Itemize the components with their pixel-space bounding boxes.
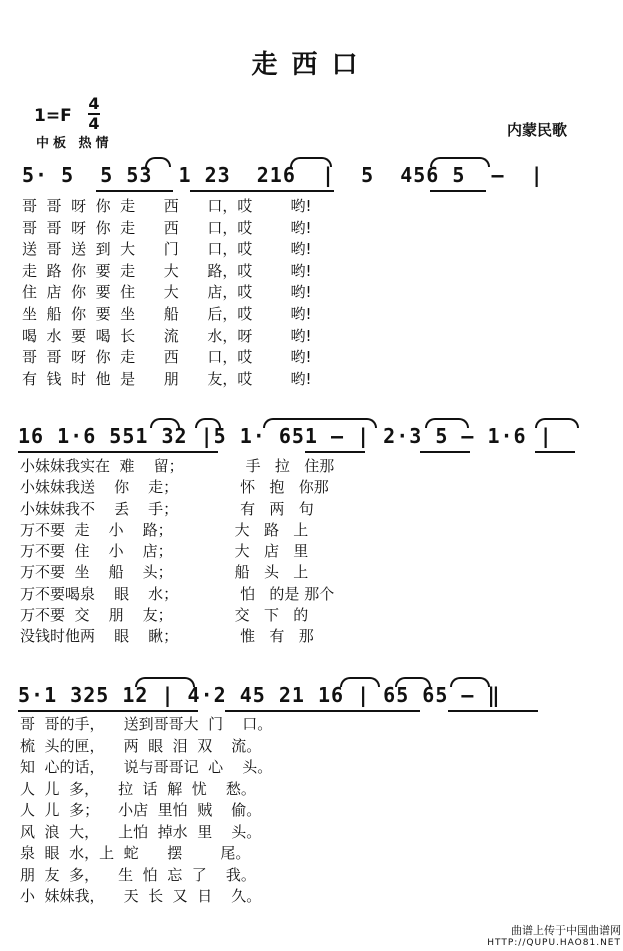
key-signature: 1=F [34, 106, 72, 126]
footer-site-name: 曲谱上传于中国曲谱网 [511, 924, 621, 937]
slur [450, 677, 490, 687]
underline-beam [18, 710, 198, 712]
lyric-row: 没钱时他两 眼 瞅； 惟 有 那 [20, 627, 314, 646]
song-origin: 内蒙民歌 [507, 121, 568, 139]
lyric-row: 人 儿 多， 拉 话 解 忧 愁。 [20, 779, 256, 798]
slur [425, 418, 469, 428]
slur [263, 418, 377, 428]
lyric-row: 万不要 走 小 路； 大 路 上 [20, 520, 309, 539]
slur [195, 418, 221, 428]
lyrics-block-1 [22, 196, 312, 390]
slur [340, 677, 380, 687]
lyric-row: 有 钱 时 他 是 朋 友，哎 哟! [22, 369, 312, 388]
lyric-row: 小妹妹我不 丢 手； 有 两 句 [20, 499, 314, 518]
song-title: 走西口 [251, 50, 372, 80]
lyric-row: 送 哥 送 到 大 门 口，哎 哟! [22, 240, 312, 259]
lyric-row: 梳 头的匣， 两 眼 泪 双 流。 [20, 736, 262, 755]
slur [290, 157, 332, 167]
lyric-row: 泉 眼 水，上 蛇 摆 尾。 [20, 844, 251, 862]
lyric-row: 朋 友 多， 生 怕 忘 了 我。 [20, 865, 256, 884]
lyric-row: 小妹妹我送 你 走； 怀 抱 你那 [20, 478, 329, 497]
underline-beam [448, 710, 538, 712]
lyric-row: 哥 哥 呀 你 走 西 口，哎 哟! [22, 218, 312, 237]
slur [145, 157, 171, 167]
meter-bottom: 4 [88, 114, 100, 133]
lyric-row: 哥 哥的手， 送到哥哥大 门 口。 [20, 715, 273, 733]
notation-line-3: 5·1 325 12 | 4·2 45 21 16 | 65 65 – ‖ [18, 683, 501, 707]
lyrics-block-3 [20, 714, 272, 908]
notation-line-2: 16 1·6 551 32 |5 1· 651 – | 2·3 5 – 1·6 | [18, 424, 553, 448]
watermark-footer [487, 925, 621, 949]
lyric-row: 万不要 住 小 店； 大 店 里 [20, 542, 309, 561]
underline-beam [430, 190, 486, 192]
footer-url: HTTP://QUPU.HAO81.NET [487, 938, 621, 948]
underline-beam [18, 451, 218, 453]
lyric-row: 万不要喝泉 眼 水； 怕 的是 那个 [20, 584, 335, 603]
lyric-row: 万不要 坐 船 头； 船 头 上 [20, 563, 309, 582]
time-signature [88, 96, 100, 132]
slur [535, 418, 579, 428]
lyric-row: 万不要 交 朋 友； 交 下 的 [20, 606, 309, 625]
lyric-row: 喝 水 要 喝 长 流 水，呀 哟! [22, 326, 312, 345]
slur [150, 418, 180, 428]
underline-beam [420, 451, 470, 453]
slur [395, 677, 431, 687]
underline-beam [190, 190, 334, 192]
lyric-row: 哥 哥 呀 你 走 西 口，哎 哟! [22, 348, 312, 367]
slur [135, 677, 195, 687]
tempo-marking: 中板 热情 [36, 136, 113, 151]
lyrics-block-2 [20, 456, 334, 648]
lyric-row: 哥 哥 呀 你 走 西 口，哎 哟! [22, 197, 312, 215]
lyric-row: 风 浪 大， 上怕 掉水 里 头。 [20, 822, 262, 841]
lyric-row: 坐 船 你 要 坐 船 后，哎 哟! [22, 304, 312, 323]
lyric-row: 走 路 你 要 走 大 路，哎 哟! [22, 261, 312, 280]
lyric-row: 住 店 你 要 住 大 店，哎 哟! [22, 283, 312, 302]
underline-beam [535, 451, 575, 453]
lyric-row: 小妹妹我实在 难 留； 手 拉 住那 [20, 457, 335, 475]
notation-line-1: 5· 5 5 53 1 23 216 | 5 456 5 – | [22, 163, 544, 187]
underline-beam [305, 451, 365, 453]
underline-beam [96, 190, 173, 192]
underline-beam [225, 710, 420, 712]
meter-top: 4 [88, 94, 100, 113]
lyric-row: 小 妹妹我， 天 长 又 日 久。 [20, 887, 262, 905]
lyric-row: 知 心的话， 说与哥哥记 心 头。 [20, 758, 273, 776]
slur [430, 157, 490, 167]
lyric-row: 人 儿 多； 小店 里怕 贼 偷。 [20, 801, 262, 819]
